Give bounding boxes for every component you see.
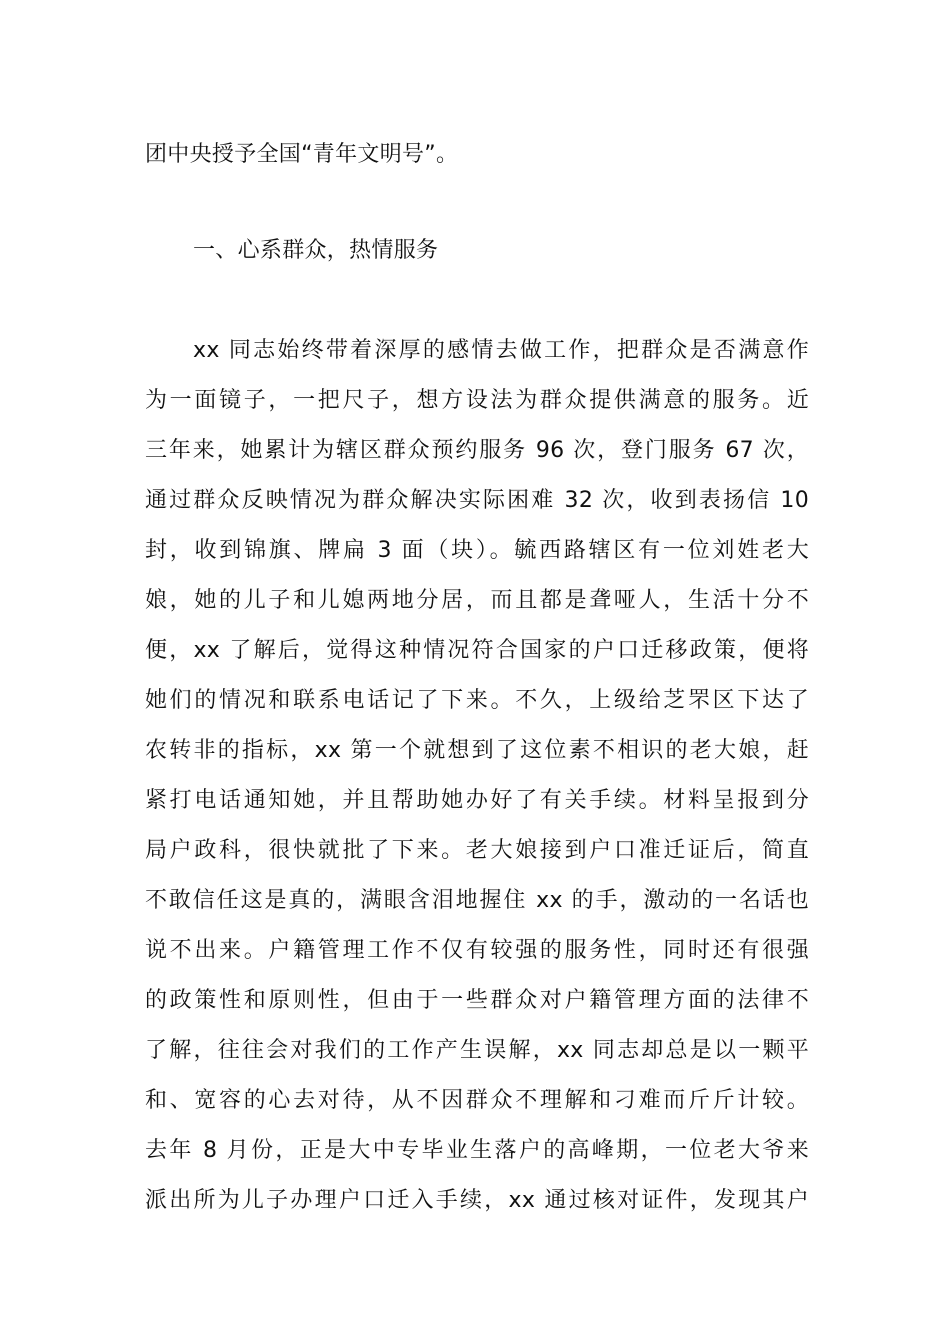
paragraph-line: 封，收到锦旗、牌扁 3 面（块）。毓西路辖区有一位刘姓老大 <box>145 538 809 563</box>
paragraph-line: 为一面镜子，一把尺子，想方设法为群众提供满意的服务。近 <box>145 388 809 413</box>
paragraph-line: 说不出来。户籍管理工作不仅有较强的服务性，同时还有很强 <box>145 938 809 963</box>
paragraph-line: 娘，她的儿子和儿媳两地分居，而且都是聋哑人，生活十分不 <box>145 588 809 613</box>
paragraph-line: 和、宽容的心去对待，从不因群众不理解和刁难而斤斤计较。 <box>145 1088 809 1113</box>
paragraph-line: 派出所为儿子办理户口迁入手续，xx 通过核对证件，发现其户 <box>145 1188 809 1213</box>
paragraph-line: 便，xx 了解后，觉得这种情况符合国家的户口迁移政策，便将 <box>145 638 809 663</box>
paragraph-line: 三年来，她累计为辖区群众预约服务 96 次，登门服务 67 次， <box>145 438 809 463</box>
paragraph-line: 不敢信任这是真的，满眼含泪地握住 xx 的手，激动的一名话也 <box>145 888 809 913</box>
paragraph-line: 农转非的指标，xx 第一个就想到了这位素不相识的老大娘，赶 <box>145 738 809 763</box>
intro-line: 团中央授予全国“青年文明号”。 <box>145 142 459 167</box>
paragraph-line: 的政策性和原则性，但由于一些群众对户籍管理方面的法律不 <box>145 988 809 1013</box>
section-heading: 一、心系群众，热情服务 <box>193 238 439 263</box>
paragraph-line: 通过群众反映情况为群众解决实际困难 32 次，收到表扬信 10 <box>145 488 809 513</box>
paragraph-line: 她们的情况和联系电话记了下来。不久，上级给芝罘区下达了 <box>145 688 809 713</box>
paragraph-line: 去年 8 月份，正是大中专毕业生落户的高峰期，一位老大爷来 <box>145 1138 809 1163</box>
paragraph-line: 局户政科，很快就批了下来。老大娘接到户口准迁证后，简直 <box>145 838 809 863</box>
paragraph-line: 了解，往往会对我们的工作产生误解，xx 同志却总是以一颗平 <box>145 1038 809 1063</box>
paragraph-line: 紧打电话通知她，并且帮助她办好了有关手续。材料呈报到分 <box>145 788 809 813</box>
paragraph-line: xx 同志始终带着深厚的感情去做工作，把群众是否满意作 <box>193 338 809 363</box>
